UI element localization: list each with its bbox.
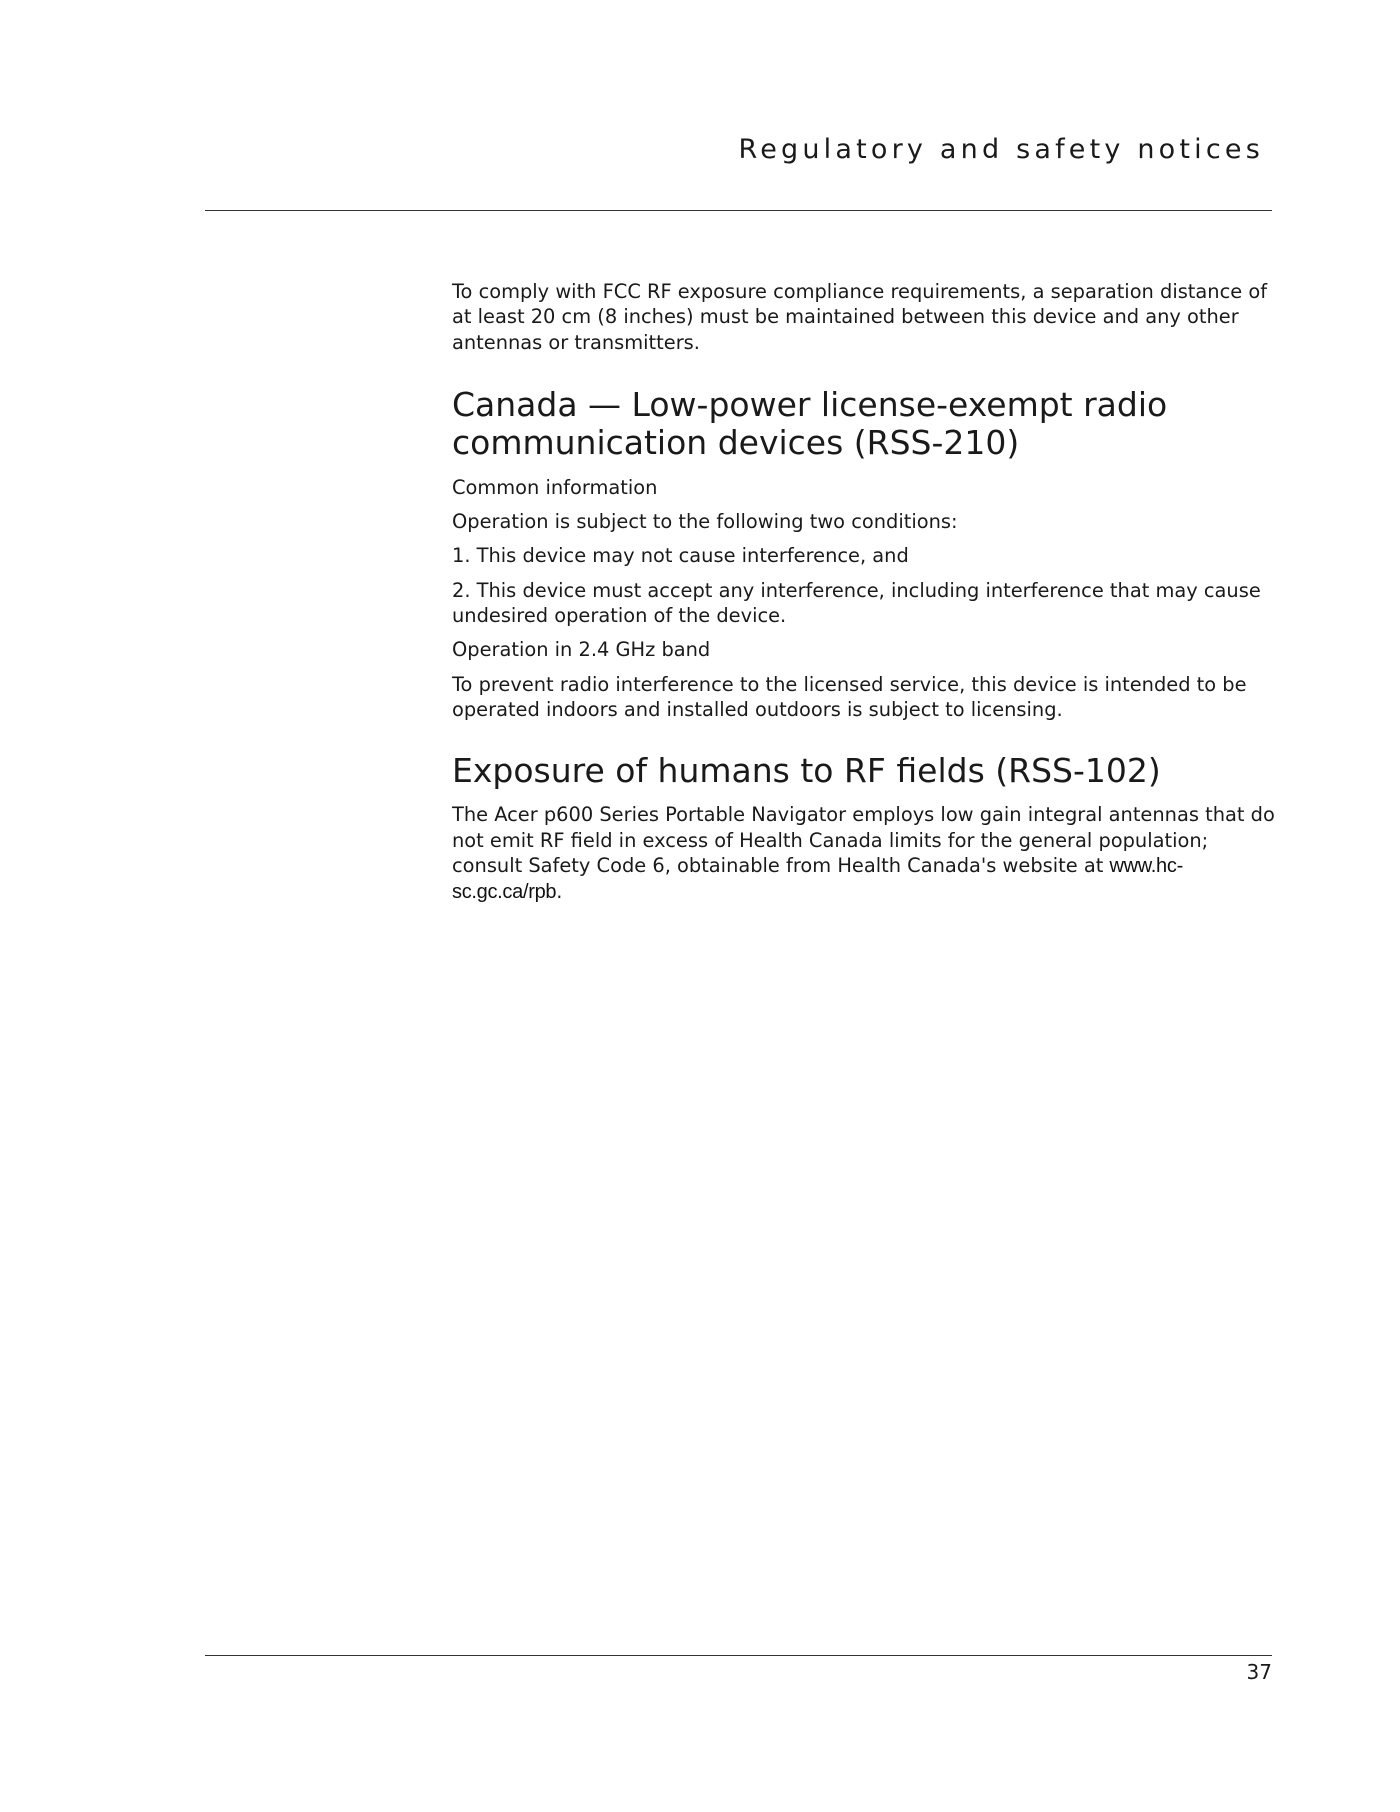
condition-1: 1. This device may not cause interference, and [452, 544, 909, 568]
page-content [452, 279, 1278, 914]
fcc-exposure-paragraph: To comply with FCC RF exposure compliance requirements, a separation distance of at least 20 cm (8 inches) must be maintained between this device and any other antennas or transmitters. [452, 280, 1268, 354]
condition-2: 2. This device must accept any interference, including interference that may cause undesired operation of the device. [452, 578, 1261, 628]
page-number: 37 [1246, 1660, 1272, 1684]
band-label: Operation in 2.4 GHz band [452, 638, 711, 662]
footer-divider [205, 1655, 1272, 1656]
running-header: Regulatory and safety notices [738, 134, 1264, 165]
rf-exposure-text: The Acer p600 Series Portable Navigator employs low gain integral antennas that do not emit RF field in excess of Health Canada limits for the general population; consult Safety Code 6, obtainable from Health Canada's website at [452, 803, 1275, 877]
band-paragraph: To prevent radio interference to the licensed service, this device is intended to be operated indoors and installed outdoors is subject to licensing. [452, 672, 1247, 721]
rf-exposure-text-end: . [556, 880, 563, 904]
canada-rss210-heading: Canada — Low-power license-exempt radio communication devices (RSS-210) [452, 384, 1168, 462]
health-canada-link[interactable]: www.hc-sc.gc.ca/rpb [452, 854, 1183, 904]
common-information-label: Common information [452, 475, 658, 499]
rf-exposure-paragraph [452, 802, 1278, 905]
header-divider [205, 210, 1272, 211]
rf-exposure-rss102-heading: Exposure of humans to RF fields (RSS-102) [452, 751, 1161, 791]
conditions-intro: Operation is subject to the following two conditions: [452, 510, 958, 534]
